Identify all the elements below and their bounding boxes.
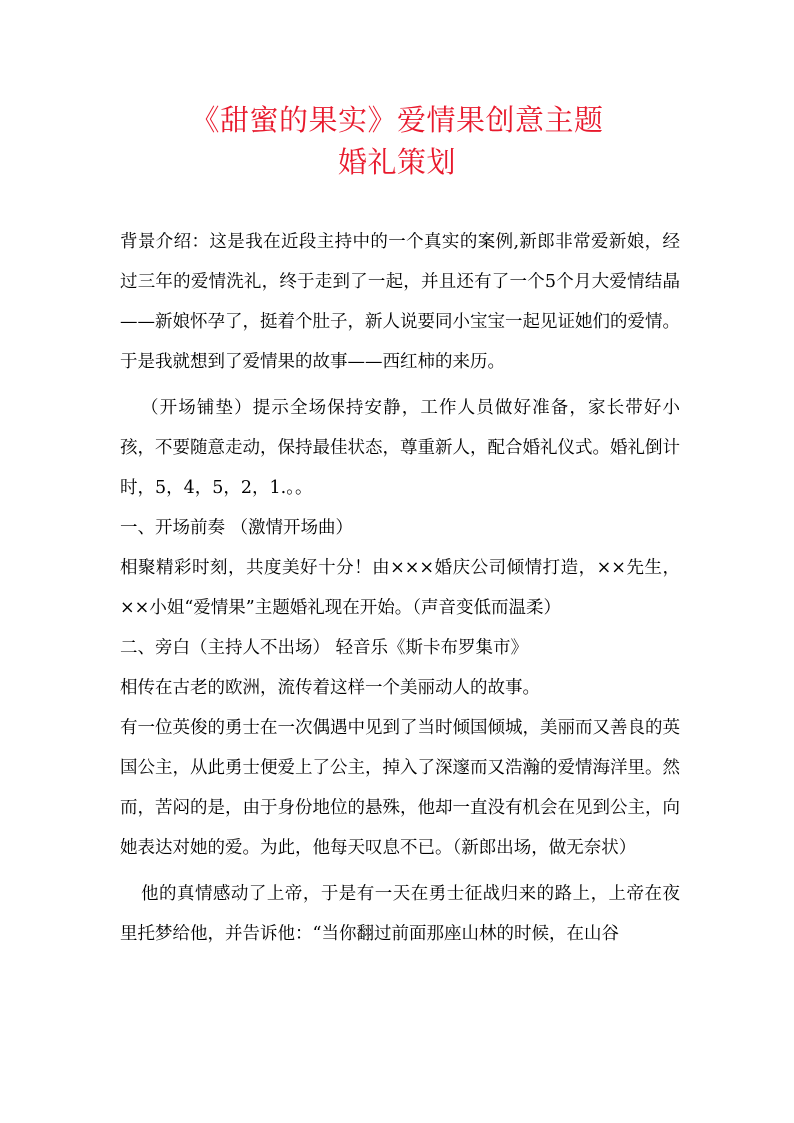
paragraph-background: 背景介绍：这是我在近段主持中的一个真实的案例,新郎非常爱新娘，经过三年的爱情洗礼，终于走到了一起，并且还有了一个5个月大爱情结晶——新娘怀孕了，挺着个肚子，新人说要同小宝宝一起见证她们的爱情。于是我就想到了爱情果的故事——西红柿的来历。 <box>120 232 680 372</box>
paragraph-legend-continued: 他的真情感动了上帝，于是有一天在勇士征战归来的路上，上帝在夜里托梦给他，并告诉他：“当你翻过前面那座山林的时候，在山谷 <box>120 884 680 944</box>
document-title-line-1: 《甜蜜的果实》爱情果创意主题 <box>190 103 604 137</box>
paragraph-legend-story: 有一位英俊的勇士在一次偶遇中见到了当时倾国倾城，美丽而又善良的英国公主，从此勇士便爱上了公主，掉入了深邃而又浩瀚的爱情海洋里。然而，苦闷的是，由于身份地位的悬殊，他却一直没有机会在见到公主，向她表达对她的爱。为此，他每天叹息不已。（新郎出场，做无奈状） <box>120 718 680 858</box>
section-heading-prelude: 一、开场前奏 （激情开场曲） <box>120 518 354 538</box>
section-heading-narration: 二、旁白（主持人不出场） 轻音乐《斯卡布罗集市》 <box>120 638 529 658</box>
paragraph-legend-intro: 相传在古老的欧洲，流传着这样一个美丽动人的故事。 <box>120 678 540 698</box>
document-body <box>120 222 680 954</box>
paragraph-opening-setup: （开场铺垫）提示全场保持安静，工作人员做好准备，家长带好小孩，不要随意走动，保持最佳状态，尊重新人，配合婚礼仪式。婚礼倒计时，5，4，5，2，1.。。 <box>120 398 680 498</box>
document-title-line-2: 婚礼策划 <box>337 145 456 179</box>
paragraph-host-opening: 相聚精彩时刻，共度美好十分！由×××婚庆公司倾情打造，××先生，××小姐“爱情果”主题婚礼现在开始。（声音变低而温柔） <box>120 558 680 618</box>
